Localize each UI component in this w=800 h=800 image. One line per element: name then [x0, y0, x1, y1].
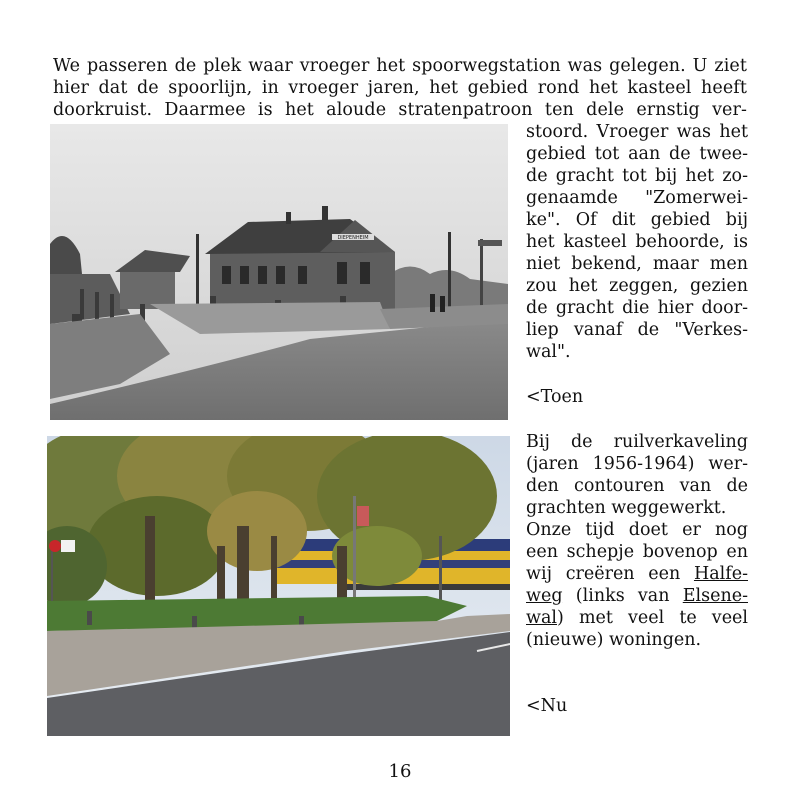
elsenewal-link-part2[interactable]: wal	[526, 608, 558, 628]
station-sign-text: DIEPENHEIM	[337, 235, 369, 241]
column-line: niet bekend, maar men	[526, 254, 748, 274]
halfeweg-link-part1[interactable]: Halfe-	[693, 564, 748, 584]
column-text: ) met veel te veel	[557, 608, 748, 628]
column-line: den contouren van de	[526, 476, 748, 496]
caption-now	[526, 695, 748, 717]
halfeweg-link-part2[interactable]: weg	[526, 586, 563, 606]
column-line: stoord. Vroeger was het	[526, 122, 748, 142]
text-column-top	[526, 121, 748, 363]
photo-then	[50, 124, 508, 420]
column-line	[526, 607, 748, 629]
column-line: grachten weggewerkt.	[526, 498, 727, 518]
column-line: (jaren 1956-1964) wer-	[526, 454, 748, 474]
column-text: (links van	[562, 586, 683, 606]
photo-now	[47, 436, 510, 736]
column-line: (nieuwe) woningen.	[526, 630, 702, 650]
elsenewal-link-part1[interactable]: Elsene-	[682, 586, 748, 606]
caption-then	[526, 386, 748, 408]
column-line	[526, 585, 748, 607]
column-line: de gracht tot bij het zo-	[526, 166, 748, 186]
column-text: wij creëren een	[526, 564, 694, 584]
intro-paragraph	[53, 55, 747, 121]
intro-line: doorkruist. Daarmee is het aloude stratenpatroon ten dele ernstig ver-	[53, 100, 747, 120]
station-then-image	[50, 124, 508, 420]
column-line: zou het zeggen, gezien	[526, 276, 748, 296]
page-number: 16	[388, 761, 412, 782]
column-line: genaamde "Zomerwei-	[526, 188, 748, 208]
column-line: wal".	[526, 342, 571, 362]
column-line: Bij de ruilverkaveling	[526, 432, 748, 452]
station-now-image	[47, 436, 510, 736]
column-line: het kasteel behoorde, is	[526, 232, 748, 252]
column-line: ke". Of dit gebied bij	[526, 210, 748, 230]
intro-line: hier dat de spoorlijn, in vroeger jaren, het gebied rond het kasteel heeft	[53, 78, 747, 98]
column-line: een schepje bovenop en	[526, 542, 748, 562]
intro-line: We passeren de plek waar vroeger het spoorwegstation was gelegen. U ziet	[53, 56, 747, 76]
column-line: liep vanaf de "Verkes-	[526, 320, 748, 340]
column-line: Onze tijd doet er nog	[526, 520, 748, 540]
column-line: de gracht die hier door-	[526, 298, 748, 318]
caption-then-text: <Toen	[526, 387, 584, 407]
column-line: gebied tot aan de twee-	[526, 144, 748, 164]
caption-now-text: <Nu	[526, 696, 568, 716]
text-column-bottom	[526, 431, 748, 651]
column-line	[526, 563, 748, 585]
